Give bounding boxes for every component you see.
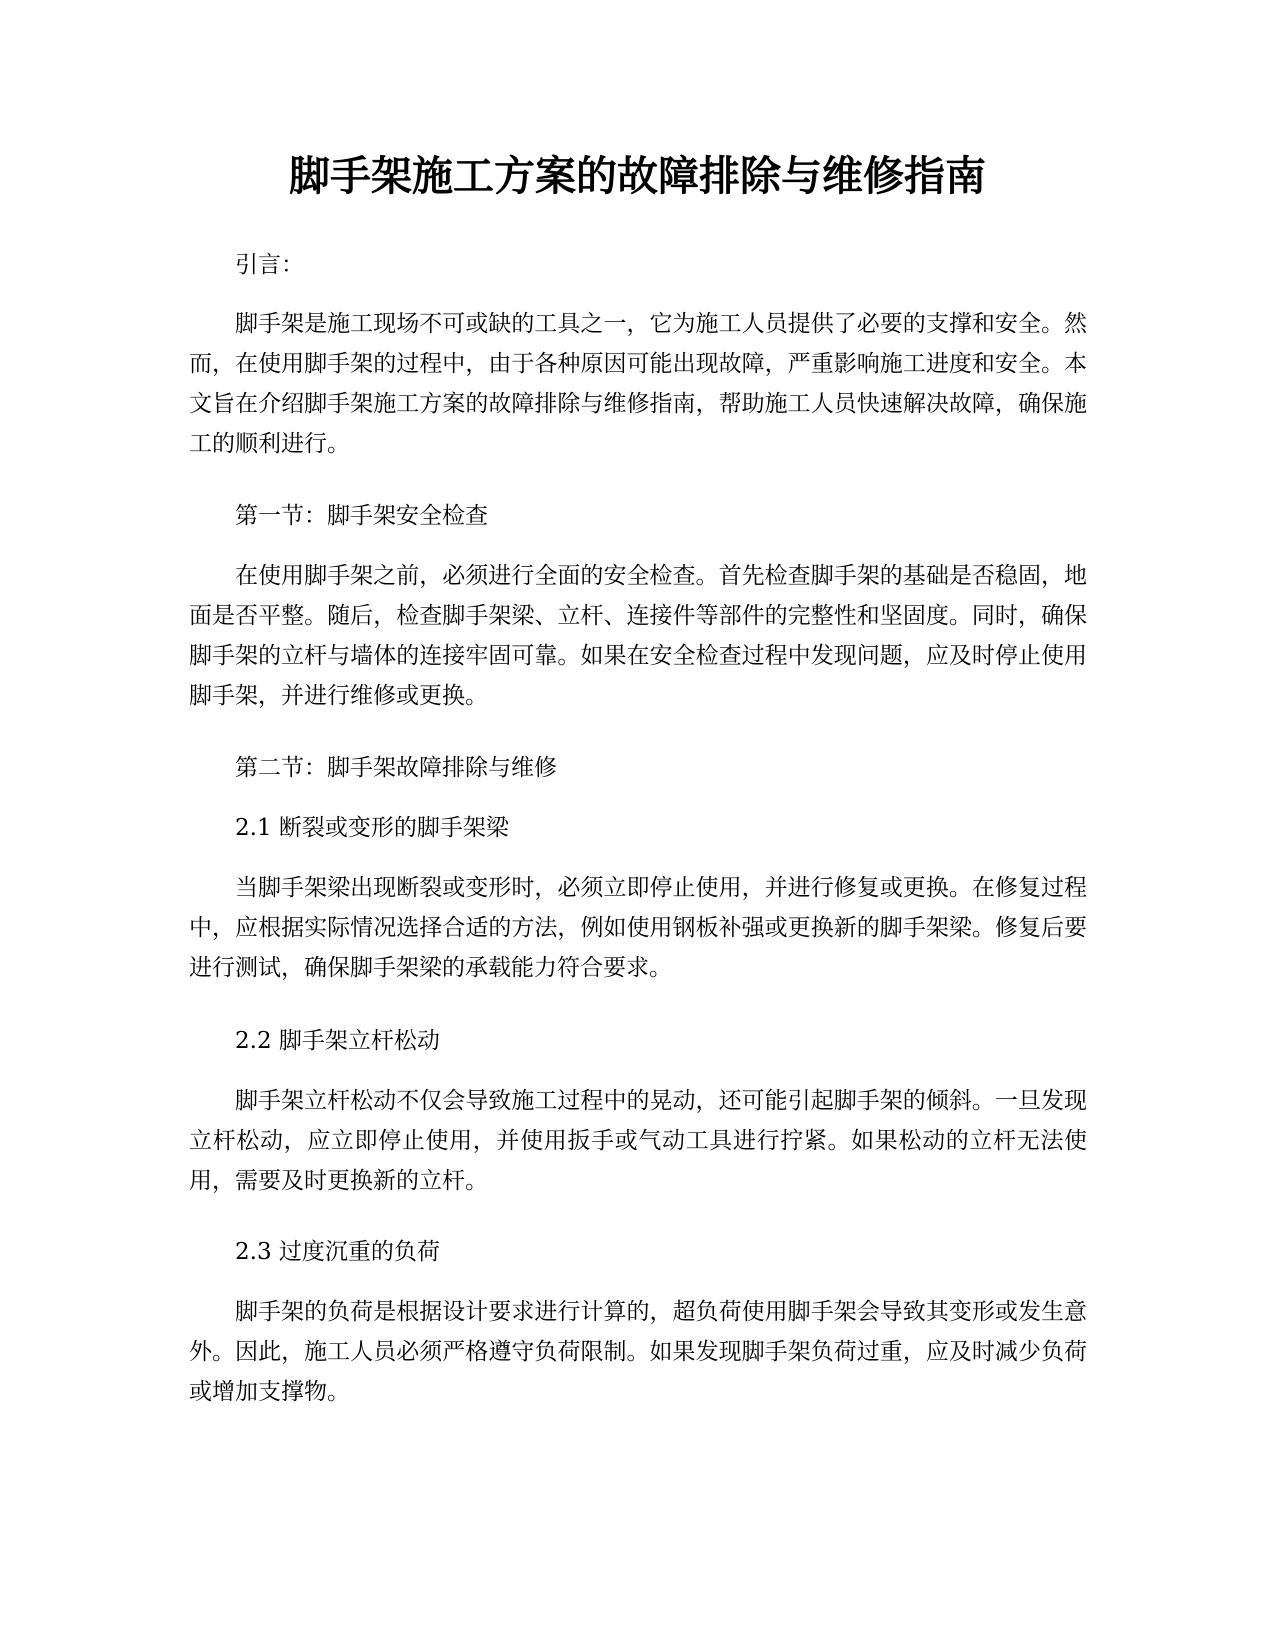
subsection-2-3-heading: 2.3 过度沉重的负荷 [235,1239,440,1265]
subsection-2-1-paragraph: 当脚手架梁出现断裂或变形时，必须立即停止使用，并进行修复或更换。在修复过程中，应根据实际情况选择合适的方法，例如使用钢板补强或更换新的脚手架梁。修复后要进行测试，确保脚手架梁的承载能力符合要求。 [189,875,1087,981]
subsection-2-2-paragraph: 脚手架立杆松动不仅会导致施工过程中的晃动，还可能引起脚手架的倾斜。一旦发现立杆松动，应立即停止使用，并使用扳手或气动工具进行拧紧。如果松动的立杆无法使用，需要及时更换新的立杆。 [189,1088,1087,1194]
section-1-paragraph: 在使用脚手架之前，必须进行全面的安全检查。首先检查脚手架的基础是否稳固，地面是否平整。随后，检查脚手架梁、立杆、连接件等部件的完整性和坚固度。同时，确保脚手架的立杆与墙体的连接牢固可靠。如果在安全检查过程中发现问题，应及时停止使用脚手架，并进行维修或更换。 [189,563,1087,709]
subsection-2-3-paragraph: 脚手架的负荷是根据设计要求进行计算的，超负荷使用脚手架会导致其变形或发生意外。因此，施工人员必须严格遵守负荷限制。如果发现脚手架负荷过重，应及时减少负荷或增加支撑物。 [189,1299,1087,1405]
intro-heading: 引言： [235,252,304,278]
subsection-2-1-heading: 2.1 断裂或变形的脚手架梁 [235,815,509,841]
intro-paragraph: 脚手架是施工现场不可或缺的工具之一，它为施工人员提供了必要的支撑和安全。然而，在使用脚手架的过程中，由于各种原因可能出现故障，严重影响施工进度和安全。本文旨在介绍脚手架施工方案的故障排除与维修指南，帮助施工人员快速解决故障，确保施工的顺利进行。 [189,311,1087,457]
section-2-heading: 第二节：脚手架故障排除与维修 [235,755,557,781]
section-1-heading: 第一节：脚手架安全检查 [235,503,488,529]
document-title: 脚手架施工方案的故障排除与维修指南 [289,152,986,200]
subsection-2-2-heading: 2.2 脚手架立杆松动 [235,1028,440,1054]
